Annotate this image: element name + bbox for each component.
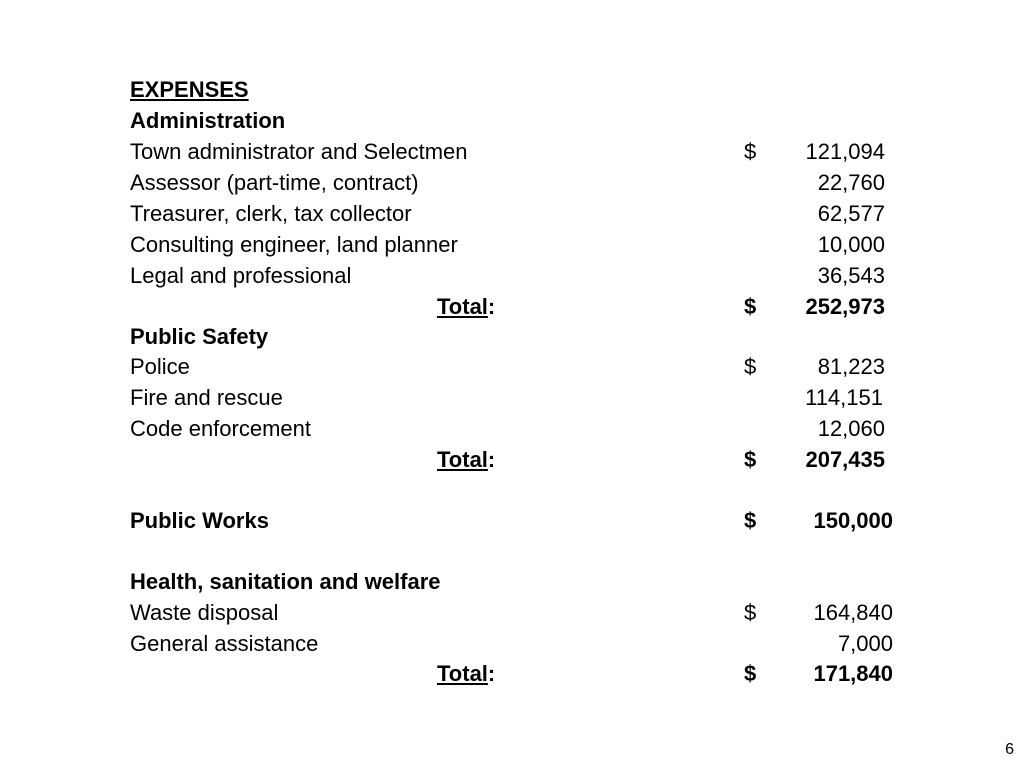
- health-total-amount: 171,840: [813, 661, 893, 686]
- public-safety-total-label: [437, 444, 495, 475]
- dollar-sign: $: [744, 139, 757, 164]
- dollar-sign: $: [744, 447, 757, 472]
- line-item-amount: 121,094: [805, 139, 885, 164]
- public-safety-total-amount: 207,435: [805, 447, 885, 472]
- line-item-amount: 22,760: [817, 170, 885, 195]
- dollar-sign: $: [744, 294, 757, 319]
- administration-title: Administration: [130, 108, 286, 133]
- line-item-label: Legal and professional: [130, 263, 352, 288]
- line-item-amount: 7,000: [837, 631, 893, 656]
- line-item-amount: 10,000: [817, 232, 885, 257]
- dollar-sign: $: [744, 661, 757, 686]
- total-colon: :: [487, 661, 496, 686]
- line-item-amount: 164,840: [813, 600, 893, 625]
- health-title: Health, sanitation and welfare: [130, 569, 441, 594]
- administration-total-amount: 252,973: [805, 294, 885, 319]
- public-safety-title: Public Safety: [130, 324, 269, 349]
- line-item-amount: 81,223: [817, 354, 885, 379]
- total-colon: :: [487, 294, 496, 319]
- line-item-label: Waste disposal: [130, 600, 279, 625]
- line-item-label: Consulting engineer, land planner: [130, 232, 458, 257]
- dollar-sign: $: [744, 600, 757, 625]
- dollar-sign: $: [744, 354, 757, 379]
- line-item-label: Assessor (part-time, contract): [130, 170, 419, 195]
- line-item-label: Fire and rescue: [130, 385, 283, 410]
- dollar-sign: $: [744, 508, 757, 533]
- line-item-amount: 36,543: [817, 263, 885, 288]
- page-number: 6: [1005, 741, 1014, 758]
- line-item-label: Town administrator and Selectmen: [130, 139, 468, 164]
- line-item-amount: 114,151: [805, 385, 883, 410]
- public-works-amount: 150,000: [813, 508, 893, 533]
- total-word: Total: [437, 661, 488, 686]
- line-item-amount: 62,577: [817, 201, 885, 226]
- total-colon: :: [487, 447, 496, 472]
- administration-total-label: [437, 291, 495, 322]
- line-item-label: Code enforcement: [130, 416, 311, 441]
- line-item-label: General assistance: [130, 631, 319, 656]
- line-item-label: Police: [130, 354, 190, 379]
- line-item-amount: 12,060: [817, 416, 885, 441]
- public-works-title: Public Works: [130, 508, 269, 533]
- line-item-label: Treasurer, clerk, tax collector: [130, 201, 412, 226]
- expenses-heading: EXPENSES: [130, 77, 249, 102]
- health-total-label: [437, 658, 495, 689]
- total-word: Total: [437, 294, 488, 319]
- total-word: Total: [437, 447, 488, 472]
